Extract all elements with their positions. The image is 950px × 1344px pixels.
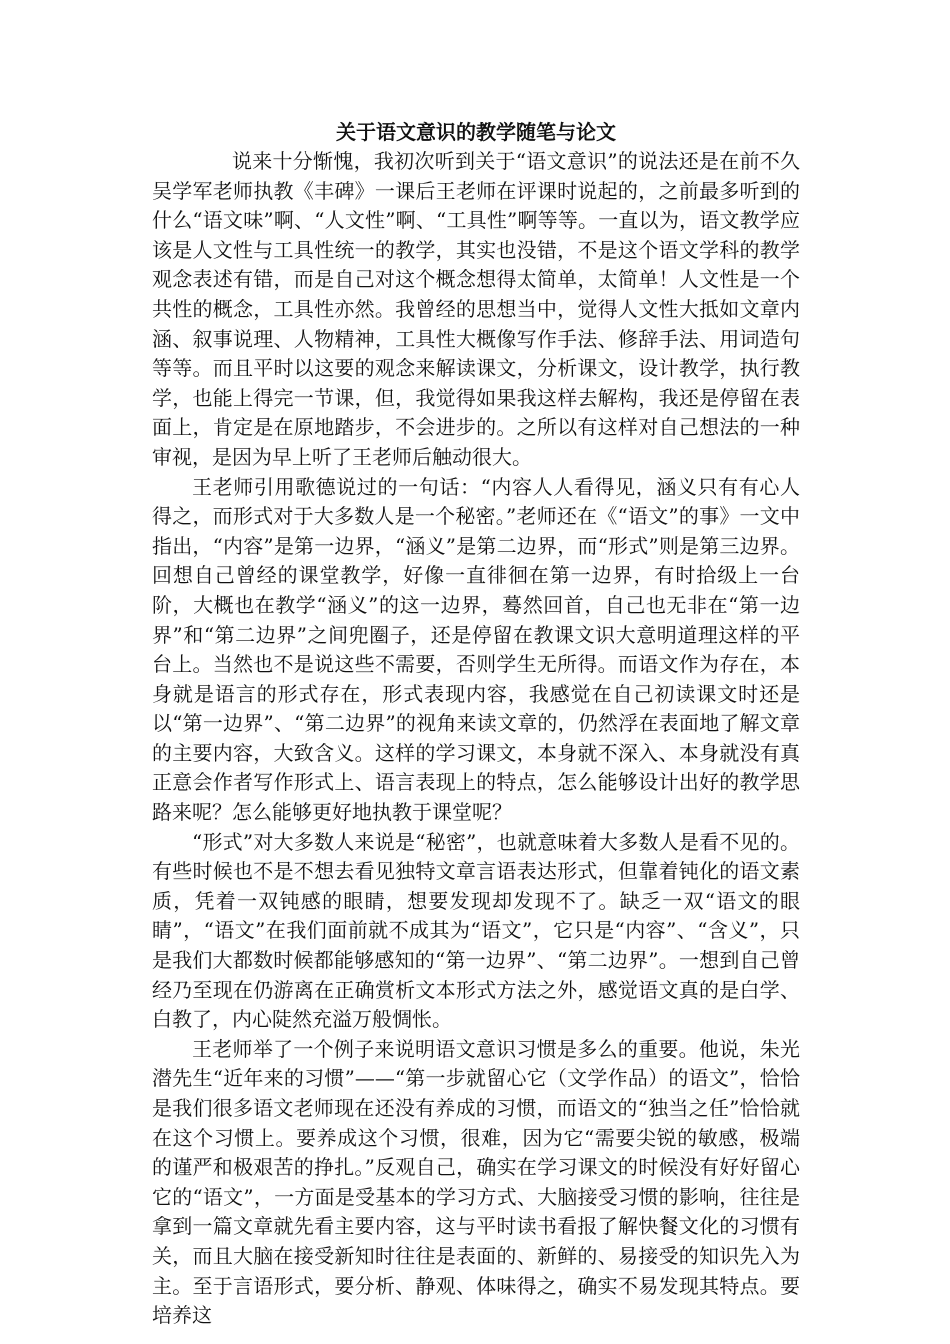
paragraph-3: “形式”对大多数人来说是“秘密”，也就意味着大多数人是看不见的。有些时候也不是不想去看见独特文章言语表达形式，但靠着钝化的语文素质，凭着一双钝感的眼睛，想要发现却发现不了。缺乏一双“语文的眼睛”，“语文”在我们面前就不成其为“语文”，它只是“内容”、“含义”，只是我们大都数时候都能够感知的“第一边界”、“第二边界”。一想到自己曾经乃至现在仍游离在正确赏析文本形式方法之外，感觉语文真的是白学、白教了，内心陡然充溢万般惆怅。	[152, 829, 800, 1032]
paragraph-2: 王老师引用歌德说过的一句话：“内容人人看得见，涵义只有有心人得之，而形式对于大多数人是一个秘密。”老师还在《“语文”的事》一文中指出，“内容”是第一边界，“涵义”是第二边界，而“形式”则是第三边界。回想自己曾经的课堂教学，好像一直徘徊在第一边界，有时拾级上一台阶，大概也在教学“涵义”的这一边界，蓦然回首，自己也无非在“第一边界”和“第二边界”之间兜圈子，还是停留在教课文识大意明道理这样的平台上。当然也不是说这些不需要，否则学生无所得。而语文作为存在，本身就是语言的形式存在，形式表现内容，我感觉在自己初读课文时还是以“第一边界”、“第二边界”的视角来读文章的，仍然浮在表面地了解文章的主要内容，大致含义。这样的学习课文，本身就不深入、本身就没有真正意会作者写作形式上、语言表现上的特点，怎么能够设计出好的教学思路来呢？怎么能够更好地执教于课堂呢？	[152, 474, 800, 825]
paragraph-4: 王老师举了一个例子来说明语文意识习惯是多么的重要。他说，朱光潜先生“近年来的习惯”——“第一步就留心它（文学作品）的语文”，恰恰是我们很多语文老师现在还没有养成的习惯，而语文的“独当之任”恰恰就在这个习惯上。要养成这个习惯，很难，因为它“需要尖锐的敏感，极端的谨严和极艰苦的挣扎。”反观自己，确实在学习课文的时候没有好好留心它的“语文”，一方面是受基本的学习方式、大脑接受习惯的影响，往往是拿到一篇文章就先看主要内容，这与平时读书看报了解快餐文化的习惯有关，而且大脑在接受新知时往往是表面的、新鲜的、易接受的知识先入为主。至于言语形式，要分析、静观、体味得之，确实不易发现其特点。要培养这	[152, 1036, 800, 1328]
document-title: 关于语文意识的教学随笔与论文	[336, 120, 616, 144]
paragraph-1: 说来十分惭愧，我初次听到关于“语文意识”的说法还是在前不久吴学军老师执教《丰碑》一课后王老师在评课时说起的，之前最多听到的什么“语文味”啊、“人文性”啊、“工具性”啊等等。一直以为，语文教学应该是人文性与工具性统一的教学，其实也没错，不是这个语文学科的教学观念表述有错，而是自己对这个概念想得太简单，太简单！人文性是一个共性的概念，工具性亦然。我曾经的思想当中，觉得人文性大抵如文章内涵、叙事说理、人物精神，工具性大概像写作手法、修辞手法、用词造句等等。而且平时以这要的观念来解读课文，分析课文，设计教学，执行教学，也能上得完一节课，但，我觉得如果我这样去解构，我还是停留在表面上，肯定是在原地踏步，不会进步的。之所以有这样对自己想法的一种审视，是因为早上听了王老师后触动很大。	[152, 149, 800, 469]
document-page	[152, 118, 800, 1331]
